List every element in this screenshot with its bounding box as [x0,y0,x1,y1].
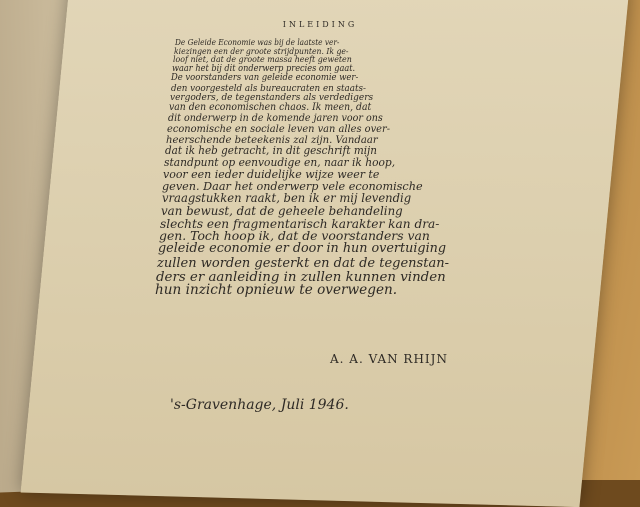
text-line: waar het bij dit onderwerp precies om gaat. [172,63,356,74]
text-line: vergoders, de tegenstanders als verdedigers [169,92,373,104]
text-line: van bewust, dat de geheele behandeling [160,203,403,218]
text-line: voor een ieder duidelijke wijze weer te [163,167,380,181]
text-line: kiezingen een der groote strijdpunten. Ik ge- [174,46,349,57]
text-line: dit onderwerp in de komende jaren voor ons [167,112,383,124]
text-line: De voorstanders van geleide economie wer- [171,73,359,84]
text-line: loof niet, dat de groote massa heeft geweten [173,55,352,66]
page-heading: INLEIDING [282,20,358,29]
text-line: geleide economie er door in hun overtuiging [157,241,446,257]
text-line: heerschende beteekenis zal zijn. Vandaar [166,133,378,146]
text-line: den voorgesteld als bureaucraten en staats- [170,82,366,94]
text-line: van den economischen chaos. Ik meen, dat [168,102,371,114]
text-line: vraagstukken raakt, ben ik er mij levendig [161,190,411,205]
text-line: economische en sociale leven van alles over- [166,123,390,136]
text-line: standpunt op eenvoudige en, naar ik hoop, [164,156,396,170]
paragraph [155,39,475,299]
text-line: hun inzicht opnieuw te overwegen. [155,282,398,299]
text-line: ders er aanleiding in zullen kunnen vinden [156,269,446,285]
text-line: geven. Daar het onderwerp vele economische [162,178,423,193]
text-line: zullen worden gesterkt en dat de tegenstan- [157,255,449,271]
text-line: slechts een fragmentarisch karakter kan dra- [159,216,440,231]
author-signature: A. A. VAN RHIJN [330,352,448,366]
text-line: dat ik heb getracht, in dit geschrift mijn [165,143,378,157]
text-line: De Geleide Economie was bij de laatste ver- [175,38,340,47]
place-and-date: 's-Gravenhage, Juli 1946. [170,397,349,413]
text-line: gen. Toch hoop ik, dat de voorstanders van [158,228,430,244]
introduction-text-block [155,20,475,299]
